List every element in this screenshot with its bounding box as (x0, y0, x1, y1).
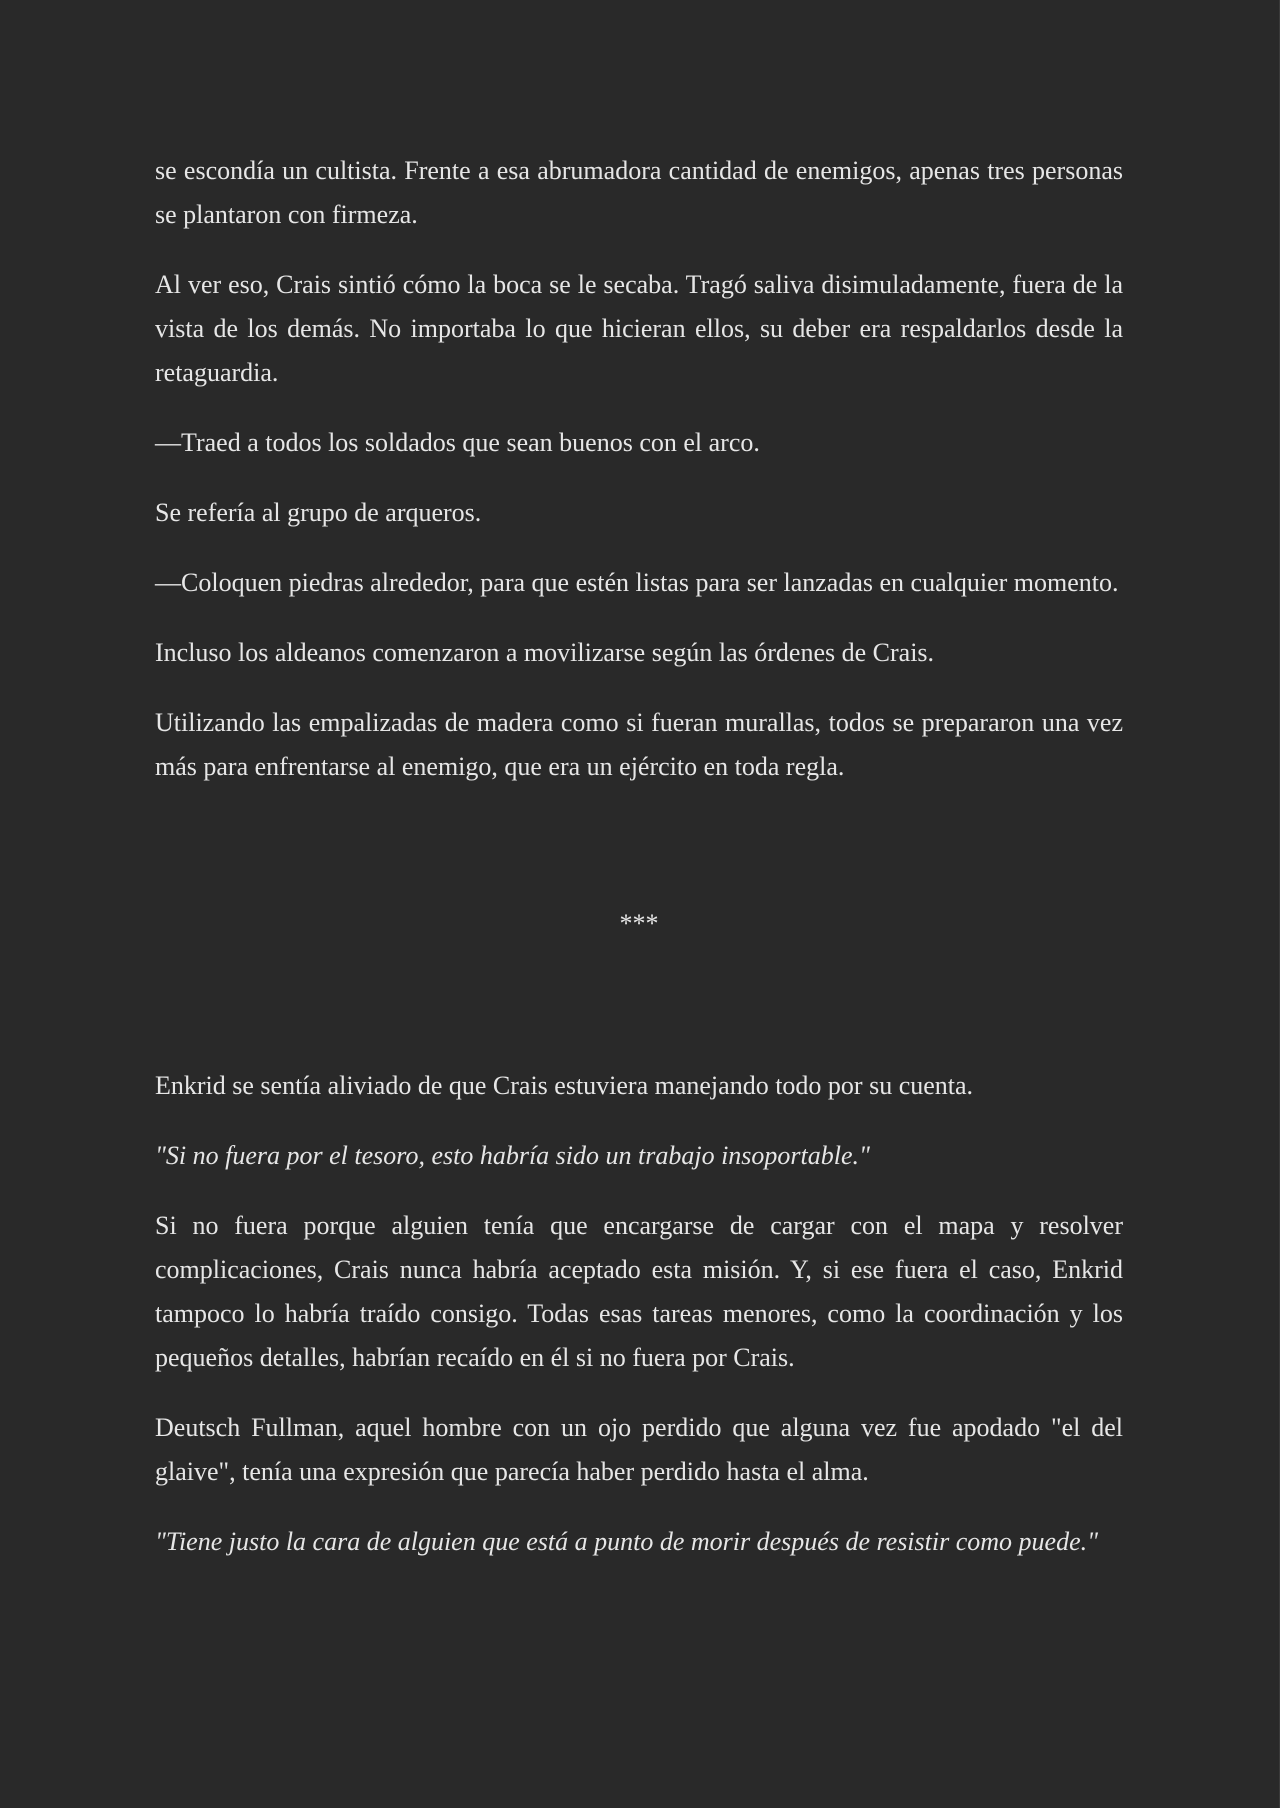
paragraph: Deutsch Fullman, aquel hombre con un ojo perdido que alguna vez fue apodado "el del glaive", tenía una expresión que parecía haber perdido hasta el alma. (155, 1413, 1123, 1486)
scene-separator: *** (619, 909, 659, 938)
thought-paragraph: "Tiene justo la cara de alguien que está a punto de morir después de resistir como puede." (155, 1527, 1099, 1556)
dialogue-paragraph: —Traed a todos los soldados que sean buenos con el arco. (155, 428, 760, 457)
paragraph: Incluso los aldeanos comenzaron a movilizarse según las órdenes de Crais. (155, 638, 935, 667)
thought-paragraph: "Si no fuera por el tesoro, esto habría sido un trabajo insoportable." (155, 1141, 870, 1170)
paragraph: Al ver eso, Crais sintió cómo la boca se le secaba. Tragó saliva disimuladamente, fuera de la vista de los demás. No importaba lo que hicieran ellos, su deber era respaldarlos desde la retaguardia. (155, 270, 1123, 387)
dialogue-paragraph: —Coloquen piedras alrededor, para que estén listas para ser lanzadas en cualquier momento. (155, 568, 1119, 597)
paragraph: Utilizando las empalizadas de madera como si fueran murallas, todos se prepararon una vez más para enfrentarse al enemigo, que era un ejército en toda regla. (155, 708, 1123, 781)
paragraph: Si no fuera porque alguien tenía que encargarse de cargar con el mapa y resolver complicaciones, Crais nunca habría aceptado esta misión. Y, si ese fuera el caso, Enkrid tampoco lo habría traído consigo. Todas esas tareas menores, como la coordinación y los pequeños detalles, habrían recaído en él si no fuera por Crais. (155, 1211, 1123, 1372)
reader-content (155, 149, 1123, 1590)
paragraph: Se refería al grupo de arqueros. (155, 498, 482, 527)
paragraph: se escondía un cultista. Frente a esa abrumadora cantidad de enemigos, apenas tres personas se plantaron con firmeza. (155, 156, 1123, 229)
paragraph: Enkrid se sentía aliviado de que Crais estuviera manejando todo por su cuenta. (155, 1071, 974, 1100)
